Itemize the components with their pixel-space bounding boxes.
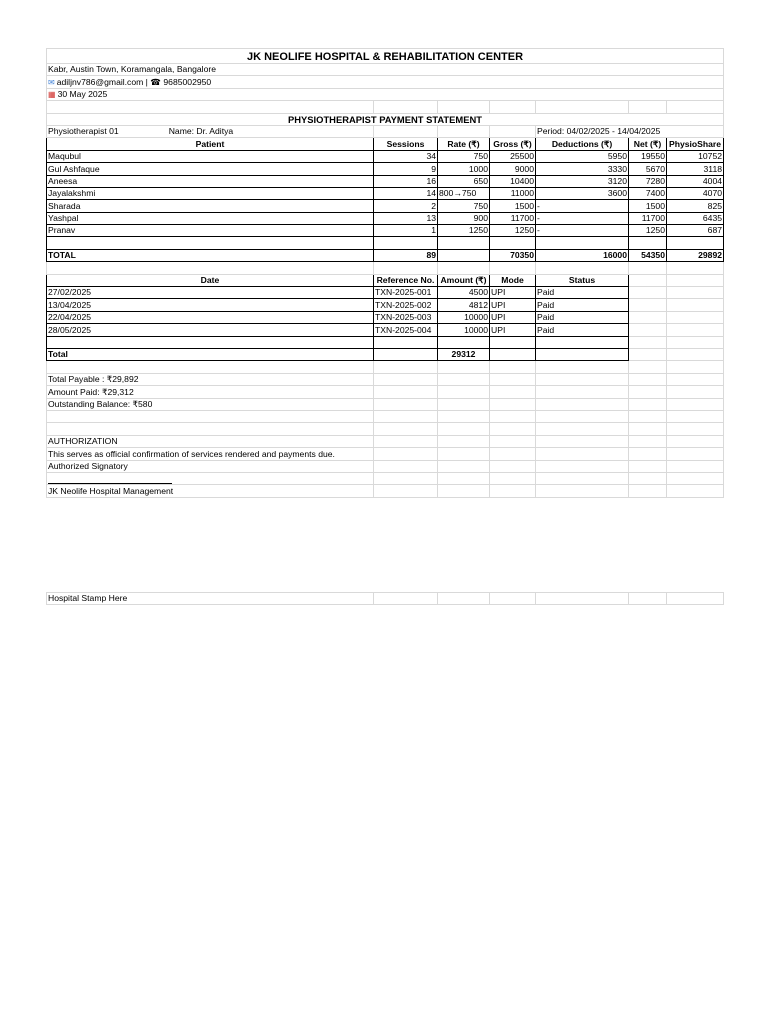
sessions-cell: 34	[374, 150, 438, 162]
patient-name: Jayalakshmi	[47, 187, 374, 199]
physioshare-cell: 825	[667, 200, 724, 212]
rate-cell: 750	[438, 200, 490, 212]
sessions-cell: 2	[374, 200, 438, 212]
gross-cell: 11700	[490, 212, 536, 224]
net-cell: 7400	[629, 187, 667, 199]
sessions-cell: 13	[374, 212, 438, 224]
table-row	[47, 200, 724, 212]
gross-cell: 1250	[490, 225, 536, 237]
col-header: Rate (₹)	[438, 138, 490, 150]
payments-total-amount: 29312	[438, 348, 490, 360]
authorized-signatory: Authorized Signatory	[47, 460, 374, 472]
col-header: Patient	[47, 138, 374, 150]
net-cell: 5670	[629, 163, 667, 175]
statement-grid	[46, 48, 724, 498]
sessions-cell: 16	[374, 175, 438, 187]
payment-date: 22/04/2025	[47, 311, 374, 323]
net-cell: 11700	[629, 212, 667, 224]
col-header: Net (₹)	[629, 138, 667, 150]
patient-name: Yashpal	[47, 212, 374, 224]
statement-sheet	[46, 48, 723, 498]
physio-period: Period: 04/02/2025 - 14/04/2025	[536, 125, 724, 137]
payment-mode: UPI	[490, 324, 536, 336]
payment-date: 13/04/2025	[47, 299, 374, 311]
gross-cell: 11000	[490, 187, 536, 199]
payment-ref: TXN-2025-001	[374, 287, 438, 299]
table-row	[47, 212, 724, 224]
col-header: Sessions	[374, 138, 438, 150]
signature-line	[47, 472, 374, 484]
col-header: Reference No.	[374, 274, 438, 286]
patient-name: Sharada	[47, 200, 374, 212]
statement-date-line	[47, 88, 724, 100]
management-name: JK Neolife Hospital Management	[47, 485, 374, 497]
stamp-area	[46, 592, 723, 605]
sessions-header-row	[47, 138, 724, 150]
contact-text: adiljnv786@gmail.com | ☎ 9685002950	[56, 76, 212, 87]
calendar-icon: ▦	[48, 90, 56, 100]
patient-name: Maqubul	[47, 150, 374, 162]
total-gross: 70350	[490, 249, 536, 261]
net-cell: 1250	[629, 225, 667, 237]
col-header: Amount (₹)	[438, 274, 490, 286]
amount-paid: Amount Paid: ₹29,312	[47, 386, 374, 398]
payment-status: Paid	[536, 311, 629, 323]
gross-cell: 10400	[490, 175, 536, 187]
col-header: PhysioShare	[667, 138, 724, 150]
patient-name: Gul Ashfaque	[47, 163, 374, 175]
col-header: Mode	[490, 274, 536, 286]
payment-amount: 4812	[438, 299, 490, 311]
physioshare-cell: 4004	[667, 175, 724, 187]
deductions-cell: 3600	[536, 187, 629, 199]
sessions-total-row	[47, 249, 724, 261]
physio-name: Name: Dr. Aditya	[168, 126, 234, 137]
physioshare-cell: 3118	[667, 163, 724, 175]
payment-status: Paid	[536, 287, 629, 299]
net-cell: 1500	[629, 200, 667, 212]
gross-cell: 1500	[490, 200, 536, 212]
payment-mode: UPI	[490, 311, 536, 323]
payment-mode: UPI	[490, 299, 536, 311]
patient-name: Aneesa	[47, 175, 374, 187]
payment-amount: 10000	[438, 311, 490, 323]
statement-title: PHYSIOTHERAPIST PAYMENT STATEMENT	[47, 113, 724, 125]
table-row	[47, 311, 724, 323]
payment-ref: TXN-2025-002	[374, 299, 438, 311]
deductions-cell: 3330	[536, 163, 629, 175]
payments-total-row	[47, 348, 724, 360]
col-header: Gross (₹)	[490, 138, 536, 150]
contact-line	[47, 76, 724, 88]
payment-status: Paid	[536, 299, 629, 311]
col-header: Deductions (₹)	[536, 138, 629, 150]
hospital-address: Kabr, Austin Town, Koramangala, Bangalore	[47, 64, 724, 76]
patient-name: Pranav	[47, 225, 374, 237]
total-label: TOTAL	[47, 249, 374, 261]
rate-cell: 900	[438, 212, 490, 224]
table-row	[47, 225, 724, 237]
payment-status: Paid	[536, 324, 629, 336]
sessions-cell: 9	[374, 163, 438, 175]
rate-cell: 1250	[438, 225, 490, 237]
gross-cell: 9000	[490, 163, 536, 175]
payment-ref: TXN-2025-004	[374, 324, 438, 336]
net-cell: 19550	[629, 150, 667, 162]
deductions-cell: -	[536, 200, 629, 212]
physioshare-cell: 6435	[667, 212, 724, 224]
total-net: 54350	[629, 249, 667, 261]
deductions-cell: 3120	[536, 175, 629, 187]
table-row	[47, 163, 724, 175]
payment-amount: 4500	[438, 287, 490, 299]
deductions-cell: -	[536, 212, 629, 224]
total-sessions: 89	[374, 249, 438, 261]
table-row	[47, 150, 724, 162]
authorization-heading: AUTHORIZATION	[47, 435, 374, 447]
payments-total-label: Total	[47, 348, 374, 360]
col-header: Date	[47, 274, 374, 286]
physioshare-cell: 10752	[667, 150, 724, 162]
email-icon: ✉	[48, 77, 55, 87]
table-row	[47, 187, 724, 199]
sessions-cell: 14	[374, 187, 438, 199]
total-payable: Total Payable : ₹29,892	[47, 373, 374, 385]
stamp-row	[46, 592, 724, 605]
payments-header-row	[47, 274, 724, 286]
physio-id: Physiotherapist 01	[48, 126, 119, 137]
net-cell: 7280	[629, 175, 667, 187]
gross-cell: 25500	[490, 150, 536, 162]
rate-cell: 650	[438, 175, 490, 187]
statement-date: 30 May 2025	[57, 89, 108, 100]
total-deductions: 16000	[536, 249, 629, 261]
rate-cell: 1000	[438, 163, 490, 175]
table-row	[47, 175, 724, 187]
physio-info	[47, 125, 374, 137]
col-header: Status	[536, 274, 629, 286]
deductions-cell: -	[536, 225, 629, 237]
rate-cell: 800→750	[438, 187, 490, 199]
total-rate	[438, 249, 490, 261]
table-row	[47, 299, 724, 311]
payment-amount: 10000	[438, 324, 490, 336]
physioshare-cell: 4070	[667, 187, 724, 199]
sessions-cell: 1	[374, 225, 438, 237]
rate-cell: 750	[438, 150, 490, 162]
hospital-name: JK NEOLIFE HOSPITAL & REHABILITATION CENTER	[47, 49, 724, 64]
authorization-text: This serves as official confirmation of services rendered and payments due.	[47, 448, 374, 460]
payment-date: 27/02/2025	[47, 287, 374, 299]
table-row	[47, 324, 724, 336]
physioshare-cell: 687	[667, 225, 724, 237]
payment-mode: UPI	[490, 287, 536, 299]
payment-ref: TXN-2025-003	[374, 311, 438, 323]
deductions-cell: 5950	[536, 150, 629, 162]
table-row	[47, 287, 724, 299]
outstanding-balance: Outstanding Balance: ₹580	[47, 398, 374, 410]
total-physioshare: 29892	[667, 249, 724, 261]
payment-date: 28/05/2025	[47, 324, 374, 336]
hospital-stamp-label: Hospital Stamp Here	[47, 593, 374, 605]
